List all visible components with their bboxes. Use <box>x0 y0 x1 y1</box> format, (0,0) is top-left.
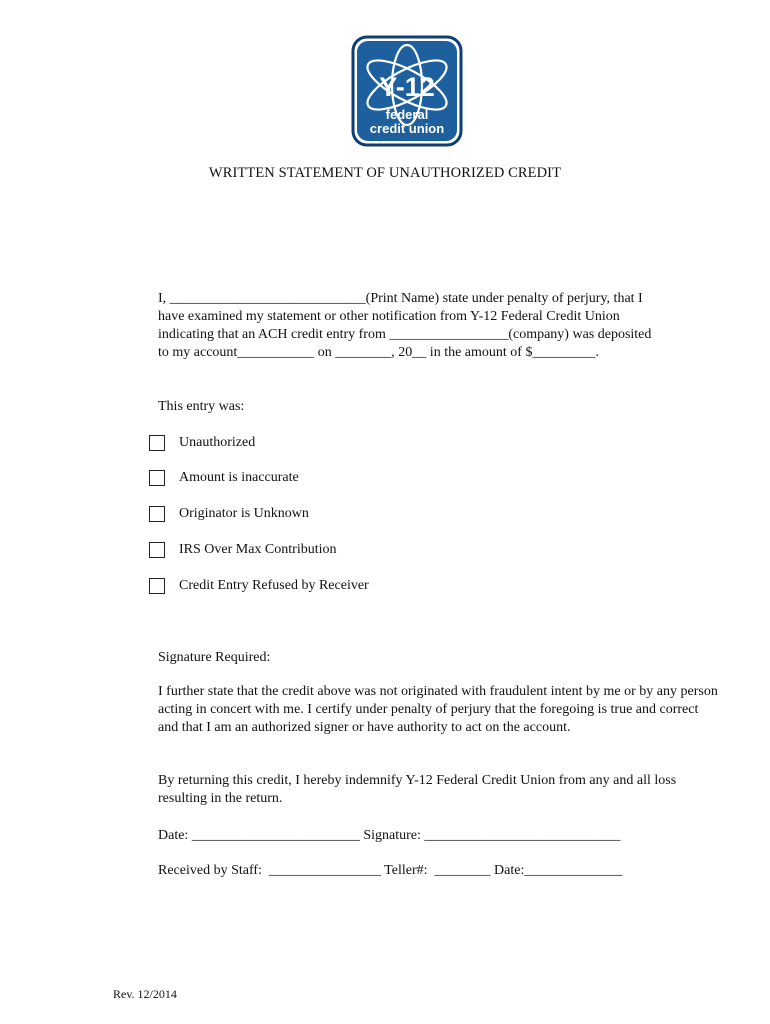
statement-line-2: have examined my statement or other notification from Y-12 Federal Credit Union <box>158 309 620 324</box>
received-by-staff-line: Received by Staff: ________________ Teller#: ________ Date:______________ <box>158 863 623 878</box>
y12-federal-credit-union-logo <box>351 35 463 147</box>
indemnify-paragraph: By returning this credit, I hereby indemnify Y-12 Federal Credit Union from any and all loss resulting in the return. <box>158 773 677 806</box>
option-irs-over-max <box>149 540 337 560</box>
form-title: WRITTEN STATEMENT OF UNAUTHORIZED CREDIT <box>208 165 562 181</box>
statement-line-4: to my account___________ on ________, 20__ in the amount of $_________. <box>158 345 599 360</box>
statement-line-3: indicating that an ACH credit entry from _________________(company) was deposited <box>158 327 652 342</box>
option-originator-unknown <box>149 504 309 524</box>
checkbox-irs-over-max[interactable] <box>149 542 165 558</box>
checkbox-originator-unknown[interactable] <box>149 506 165 522</box>
option-refused-by-receiver <box>149 576 369 596</box>
logo-y12-text: Y-12 <box>379 72 435 102</box>
checkbox-refused-by-receiver[interactable] <box>149 578 165 594</box>
revision-date: Rev. 12/2014 <box>113 987 177 1001</box>
logo-federal-text: federal <box>385 107 429 122</box>
entry-label: This entry was: <box>158 399 245 414</box>
checkbox-unauthorized[interactable] <box>149 435 165 451</box>
certify-paragraph: I further state that the credit above was not originated with fraudulent intent by me or by any person acting in concert with me. I certify under penalty of perjury that the foregoing is true and correct and that I am an authorized signer or have authority to act on the account. <box>158 684 718 735</box>
date-signature-line: Date: ________________________ Signature: ____________________________ <box>158 828 621 843</box>
option-label: Unauthorized <box>179 435 256 450</box>
option-unauthorized <box>149 433 255 453</box>
statement-line-1: I, ____________________________(Print Name) state under penalty of perjury, that I <box>158 291 643 306</box>
option-amount-inaccurate <box>149 468 299 488</box>
option-label: Credit Entry Refused by Receiver <box>179 578 369 593</box>
logo-credit-union-text: credit union <box>369 121 445 136</box>
option-label: Amount is inaccurate <box>179 470 299 485</box>
signature-required-label: Signature Required: <box>158 650 271 665</box>
option-label: IRS Over Max Contribution <box>179 542 337 557</box>
checkbox-amount-inaccurate[interactable] <box>149 470 165 486</box>
option-label: Originator is Unknown <box>179 506 309 521</box>
